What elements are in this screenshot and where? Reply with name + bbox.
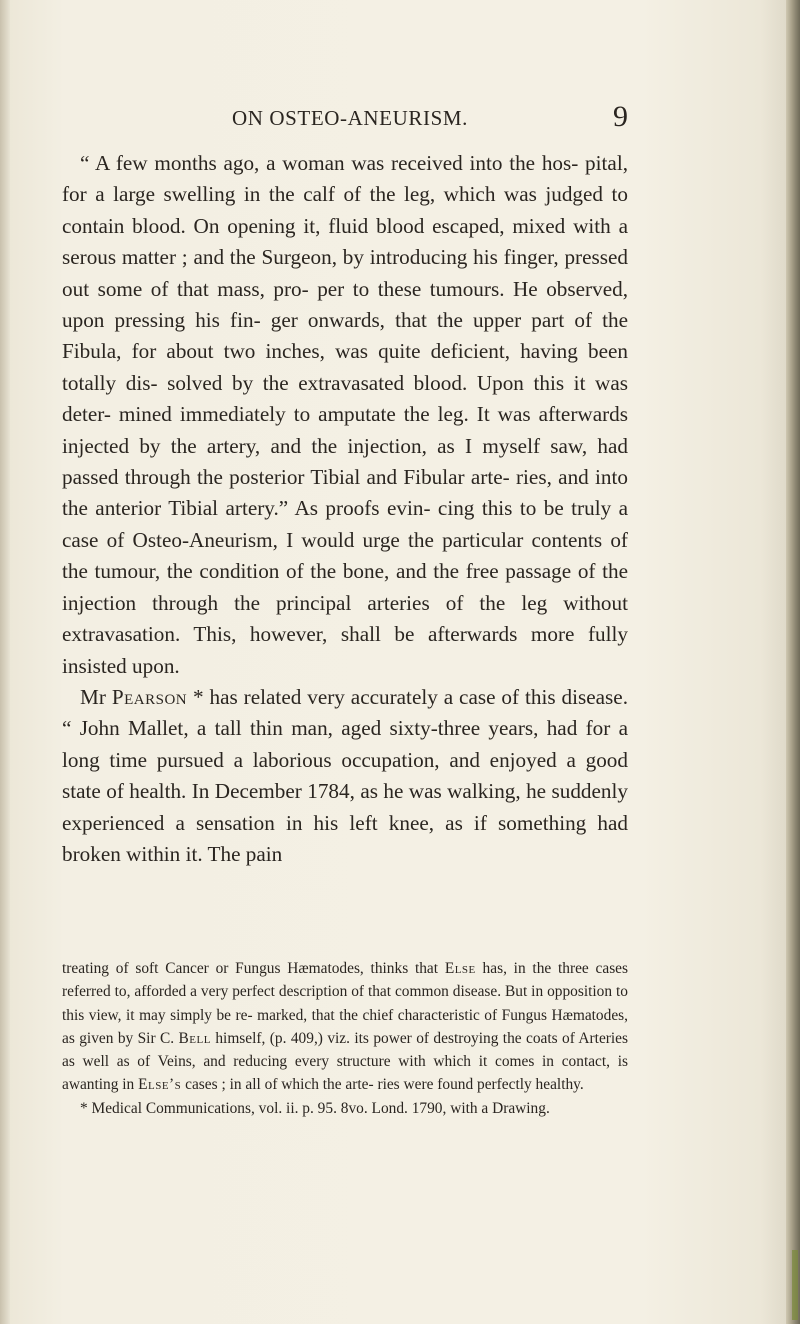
paragraph-2-text: * has related very accurately a case of this disease. “ John Mallet, a tall thin man, aged sixty-three years, had for a long time pursued a laborious occupation, and enjoyed a good state of health. In December 1784, as he was walking, he suddenly experienced a sensation in his left knee, as if something had broken within it. The pain xyxy=(62,684,628,866)
footnotes xyxy=(62,957,628,1120)
footnote-1-part-d: cases ; in all of which the arte- ries were found perfectly healthy. xyxy=(181,1076,584,1094)
footnote-medical-communications: * Medical Communications, vol. ii. p. 95. 8vo. Lond. 1790, with a Drawing. xyxy=(80,1099,550,1117)
author-name-else: Else xyxy=(444,960,476,977)
page-number: 9 xyxy=(613,100,628,133)
page-gutter-shadow xyxy=(0,0,10,1324)
footnote-1-part-a: treating of soft Cancer or Fungus Hæmatodes, thinks that xyxy=(62,960,445,977)
footnote-1-part-b: has, in the three cases referred to, afforded a very perfect description of that common disease. But in opposition to this view, it may simply be re- marked, that the chief characteristic of Fungus Hæmatodes, as given by Sir C. xyxy=(62,960,629,1047)
paragraph-1: “ A few months ago, a woman was received into the hos- pital, for a large swelling in the calf of the leg, which was judged to contain blood. On opening it, fluid blood escaped, mixed with a serous matter ; and the Surgeon, by introducing his finger, pressed out some of that mass, pro- per to these tumours. He observed, upon pressing his fin- ger onwards, that the upper part of the Fibula, for about two inches, was quite deficient, having been totally dis- solved by the extravasated blood. Upon this it was deter- mined immediately to amputate the leg. It was afterwards injected by the artery, and the injection, as I myself saw, had passed through the posterior Tibial and Fibular arte- ries, and into the anterior Tibial artery.” As proofs evin- cing this to be truly a case of Osteo-Aneurism, I would urge the particular contents of the tumour, the condition of the bone, and the free passage of the injection through the principal arteries of the leg without extravasation. This, however, shall be afterwards more fully insisted upon. xyxy=(62,151,628,678)
footnote-continued xyxy=(62,957,628,1097)
author-name-pearson: Pearson xyxy=(111,684,188,709)
footnote-1-part-c: himself, (p. 409,) viz. its power of destroying the coats of Arteries as well as of Veins, and reducing every structure with which it comes in contact, is awanting in xyxy=(62,1029,628,1094)
body-text xyxy=(62,148,628,870)
page-header xyxy=(232,100,628,136)
paragraph-2 xyxy=(62,682,628,870)
author-name-else-possessive: Else’s xyxy=(138,1076,182,1094)
author-name-bell: Bell xyxy=(178,1029,211,1047)
page-edge xyxy=(786,0,800,1324)
running-title: ON OSTEO-ANEURISM. xyxy=(232,106,468,130)
paragraph-2-lead: Mr xyxy=(80,684,112,709)
page-edge-mark xyxy=(792,1250,798,1320)
